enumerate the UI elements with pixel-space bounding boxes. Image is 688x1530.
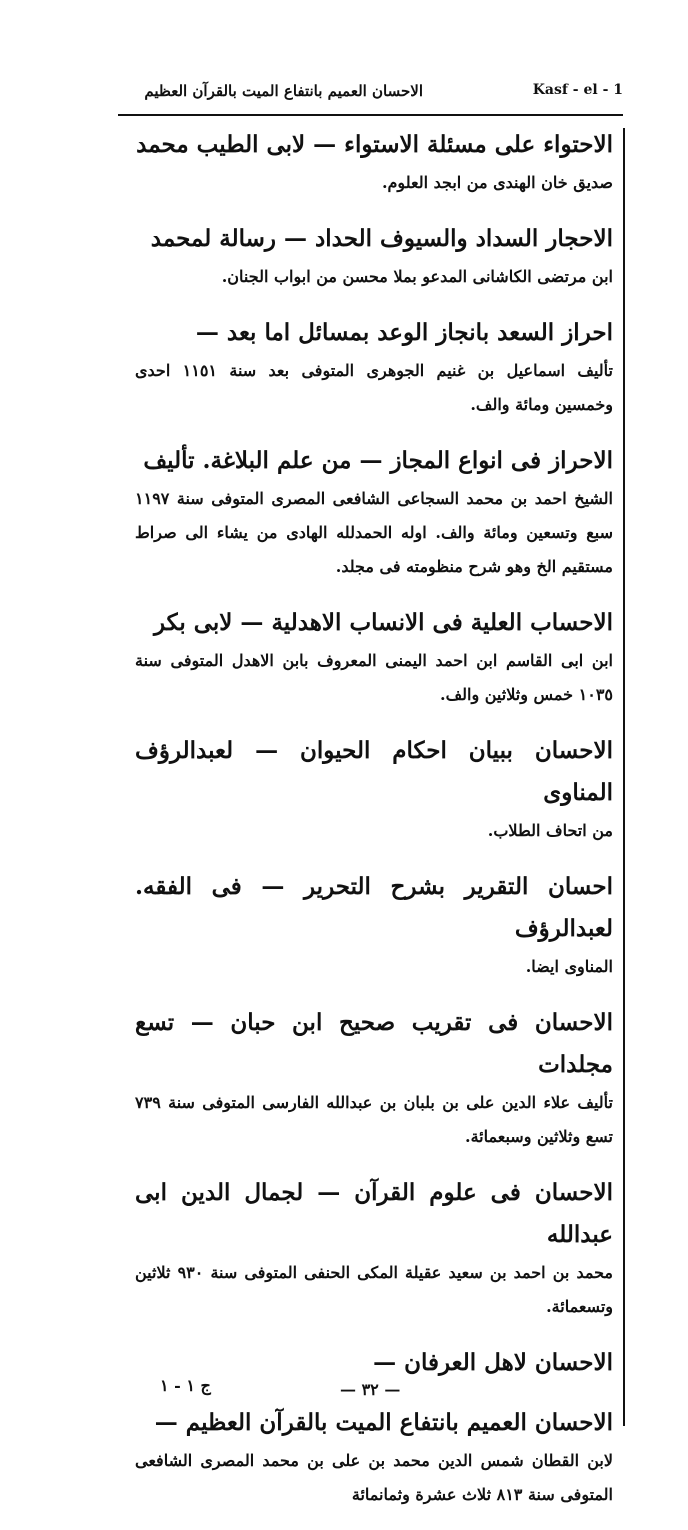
- entry: [135, 602, 613, 712]
- entry-title: الاحساب العلية فى الانساب الاهدلية — لابى بكر: [153, 609, 613, 636]
- entry-text: الشيخ احمد بن محمد السجاعى الشافعى المصرى المتوفى سنة ١١٩٧ سبع وتسعين ومائة والف. اوله الحمدلله الهادى من يشاء الى صراط مستقيم الخ وهو شرح منظومته فى مجلد.: [135, 489, 614, 576]
- entry-text: ابن مرتضى الكاشانى المدعو بملا محسن من ابواب الجنان.: [221, 267, 613, 286]
- header-title: الاحسان العميم بانتفاع الميت بالقرآن العظيم: [144, 82, 423, 100]
- page-footer: [160, 1376, 460, 1416]
- entry-title: الاحسان ببيان احكام الحيوان — لعبدالرؤف المناوى: [135, 737, 613, 806]
- margin-rule: [623, 128, 625, 1426]
- header-code: Kasf - el - 1: [532, 82, 623, 98]
- entry-text: ابن ابى القاسم ابن احمد اليمنى المعروف بابن الاهدل المتوفى سنة ١٠٣٥ خمس وثلاثين والف.: [135, 651, 613, 704]
- entry-text: من اتحاف الطلاب.: [487, 821, 613, 840]
- entry-text: تأليف علاء الدين على بن بلبان بن عبدالله الفارسى المتوفى سنة ٧٣٩ تسع وثلاثين وسبعمائة.: [135, 1093, 613, 1146]
- entry: [135, 1172, 613, 1324]
- entries-body: [135, 124, 613, 1530]
- entry-title: احراز السعد بانجاز الوعد بمسائل اما بعد —: [195, 319, 613, 346]
- entry-title: الاحسان فى علوم القرآن — لجمال الدين ابى عبدالله: [135, 1179, 613, 1248]
- entry: [135, 124, 613, 200]
- running-header: [118, 70, 623, 116]
- entry: [135, 312, 613, 422]
- entry: [135, 1002, 613, 1154]
- entry-title: الاحسان لاهل العرفان —: [373, 1349, 613, 1376]
- entry: [135, 866, 613, 984]
- entry-title: الاحجار السداد والسيوف الحداد — رسالة لمحمد: [150, 225, 613, 252]
- entry-text: صديق خان الهندى من ابجد العلوم.: [381, 173, 613, 192]
- entry: [135, 218, 613, 294]
- page-number: — ٣٢ —: [340, 1380, 401, 1399]
- entry-title: احسان التقرير بشرح التحرير — فى الفقه. لعبدالرؤف: [135, 873, 613, 942]
- entry-title: الاحسان فى تقريب صحيح ابن حبان — تسع مجلدات: [135, 1009, 613, 1078]
- entry-text: محمد بن احمد بن سعيد عقيلة المكى الحنفى المتوفى سنة ٩٣٠ ثلاثين وتسعمائة.: [135, 1263, 614, 1316]
- entry: [135, 730, 613, 848]
- entry-text: تأليف اسماعيل بن غنيم الجوهرى المتوفى بعد سنة ١١٥١ احدى وخمسين ومائة والف.: [135, 361, 613, 414]
- entry-text: المناوى ايضا.: [525, 957, 613, 976]
- entry-title: الاحسان العميم بانتفاع الميت بالقرآن العظيم —: [154, 1409, 613, 1436]
- volume-signature: ج ١ - ١: [160, 1376, 211, 1395]
- entry-title: الاحراز فى انواع المجاز — من علم البلاغة. تأليف: [143, 447, 613, 474]
- entry: [135, 440, 613, 584]
- entry-title: الاحتواء على مسئلة الاستواء — لابى الطيب محمد: [136, 131, 613, 158]
- entry-text: لابن القطان شمس الدين محمد بن على بن محمد المصرى الشافعى المتوفى سنة ٨١٣ ثلاث عشرة وثمانمائة: [135, 1451, 613, 1504]
